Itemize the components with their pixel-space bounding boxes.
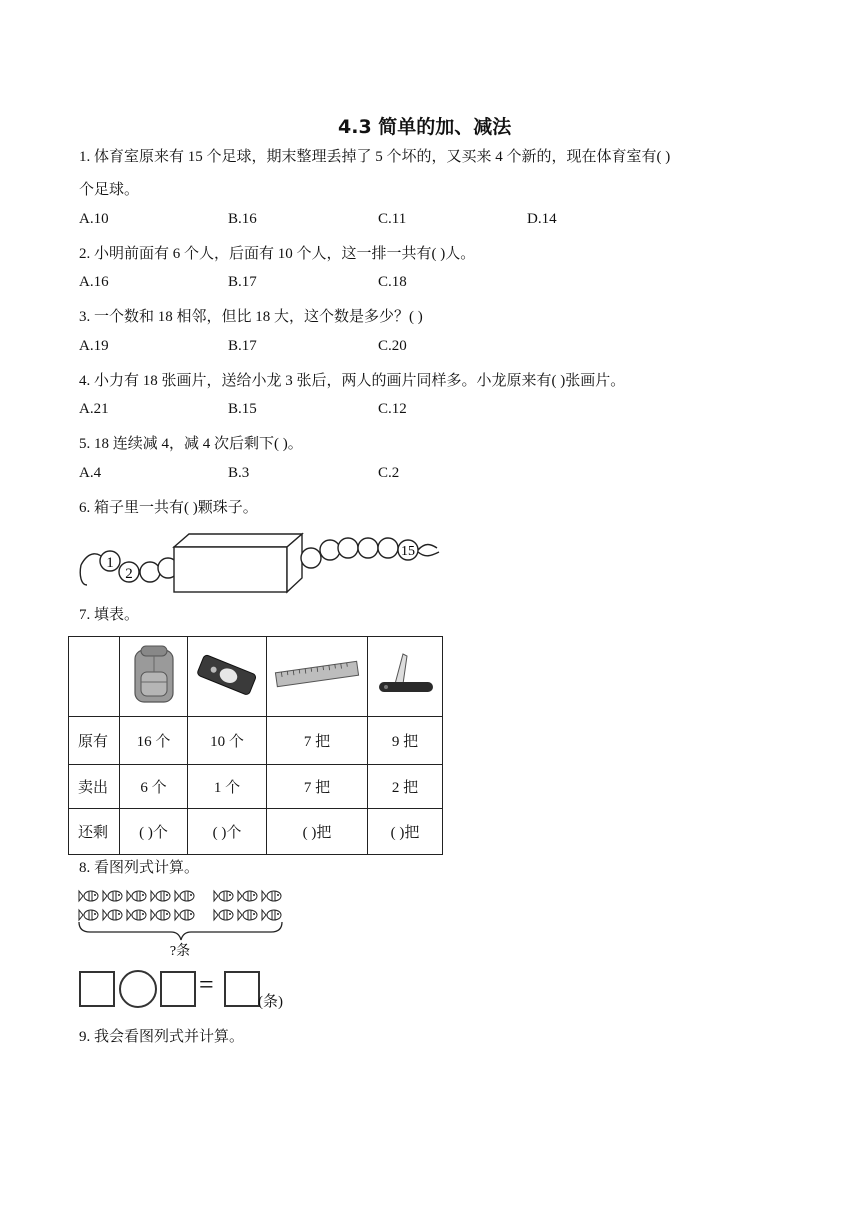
fish-icon — [214, 891, 233, 901]
table-corner-cell — [69, 637, 120, 717]
q3-option-b[interactable]: B.17 — [228, 338, 257, 354]
question-5-text: 5. 18 连续减 4，减 4 次后剩下( )。 — [79, 436, 303, 452]
q5-option-c[interactable]: C.2 — [378, 465, 400, 481]
q4-option-c[interactable]: C.12 — [378, 401, 407, 417]
question-1-text-cont: 个足球。 — [79, 182, 140, 198]
answer-box-2[interactable] — [160, 971, 196, 1007]
q3-option-c[interactable]: C.20 — [378, 338, 407, 354]
question-7-text: 7. 填表。 — [79, 607, 140, 623]
q2-option-b[interactable]: B.17 — [228, 274, 257, 290]
bead-box-figure — [75, 530, 445, 600]
answer-cell-ruler[interactable]: ( )把 — [267, 809, 368, 855]
q4-option-a[interactable]: A.21 — [79, 401, 109, 417]
answer-cell-pencil-case[interactable]: ( )个 — [188, 809, 267, 855]
page-title: 4.3 简单的加、减法 — [338, 116, 512, 138]
equals-sign: = — [199, 970, 214, 999]
cell-sold-pencil-case: 1 个 — [188, 765, 267, 809]
q5-option-a[interactable]: A.4 — [79, 465, 102, 481]
fish-icon — [214, 910, 233, 920]
fish-icon — [127, 891, 146, 901]
cell-original-backpack: 16 个 — [120, 717, 188, 765]
fish-icon — [238, 891, 257, 901]
bead — [358, 538, 378, 558]
fish-icon — [175, 910, 194, 920]
q2-option-c[interactable]: C.18 — [378, 274, 407, 290]
bead-label-1: 1 — [106, 555, 114, 571]
question-6-text: 6. 箱子里一共有( )颗珠子。 — [79, 500, 258, 516]
fish-icon — [103, 910, 122, 920]
q4-option-b[interactable]: B.15 — [228, 401, 257, 417]
cell-original-ruler: 7 把 — [267, 717, 368, 765]
row-label-sold: 卖出 — [69, 765, 120, 809]
q1-option-d[interactable]: D.14 — [527, 211, 557, 227]
string-right — [418, 545, 437, 551]
ruler-icon — [274, 657, 360, 691]
q3-option-a[interactable]: A.19 — [79, 338, 109, 354]
bead — [378, 538, 398, 558]
bead — [140, 562, 160, 582]
pencil-case-icon — [195, 652, 259, 696]
fill-table — [68, 636, 443, 855]
bead — [320, 540, 340, 560]
q2-option-a[interactable]: A.16 — [79, 274, 109, 290]
q1-option-a[interactable]: A.10 — [79, 211, 109, 227]
fish-icon — [238, 910, 257, 920]
fish-icon — [151, 910, 170, 920]
bead — [301, 548, 321, 568]
backpack-icon — [129, 642, 179, 706]
table-header-pocket-knife — [368, 637, 443, 717]
question-2-text: 2. 小明前面有 6 个人，后面有 10 个人，这一排一共有( )人。 — [79, 246, 476, 262]
fish-icon — [79, 910, 98, 920]
q1-option-c[interactable]: C.11 — [378, 211, 407, 227]
table-header-ruler — [267, 637, 368, 717]
fish-icon — [103, 891, 122, 901]
answer-cell-backpack[interactable]: ( )个 — [120, 809, 188, 855]
row-label-original: 原有 — [69, 717, 120, 765]
question-8-text: 8. 看图列式计算。 — [79, 860, 200, 876]
box-top — [174, 534, 302, 547]
table-header-backpack — [120, 637, 188, 717]
bead-label-15: 15 — [401, 544, 415, 559]
unit-label: (条) — [258, 994, 283, 1010]
answer-box-1[interactable] — [79, 971, 115, 1007]
fish-icon — [262, 910, 281, 920]
fish-figure — [76, 884, 296, 964]
q1-option-b[interactable]: B.16 — [228, 211, 257, 227]
brace — [79, 922, 282, 940]
cell-original-pencil-case: 10 个 — [188, 717, 267, 765]
cell-sold-pocket-knife: 2 把 — [368, 765, 443, 809]
bead-label-2: 2 — [125, 566, 133, 582]
question-1-text: 1. 体育室原来有 15 个足球，期末整理丢掉了 5 个坏的，又买来 4 个新的，现在体育室有( ) — [79, 149, 671, 165]
q5-option-b[interactable]: B.3 — [228, 465, 250, 481]
brace-label: ?条 — [169, 944, 191, 959]
fish-icon — [151, 891, 170, 901]
cell-sold-ruler: 7 把 — [267, 765, 368, 809]
fish-icon — [262, 891, 281, 901]
row-label-remaining: 还剩 — [69, 809, 120, 855]
answer-cell-pocket-knife[interactable]: ( )把 — [368, 809, 443, 855]
question-9-text: 9. 我会看图列式并计算。 — [79, 1029, 245, 1045]
cell-sold-backpack: 6 个 — [120, 765, 188, 809]
question-4-text: 4. 小力有 18 张画片，送给小龙 3 张后，两人的画片同样多。小龙原来有( )张画片。 — [79, 373, 626, 389]
cell-original-pocket-knife: 9 把 — [368, 717, 443, 765]
fish-icon — [127, 910, 146, 920]
box-front — [174, 547, 287, 592]
operator-circle[interactable] — [119, 970, 157, 1008]
bead — [338, 538, 358, 558]
question-3-text: 3. 一个数和 18 相邻，但比 18 大，这个数是多少？( ) — [79, 309, 423, 325]
fish-icon — [175, 891, 194, 901]
pocket-knife-icon — [373, 646, 437, 702]
table-header-pencil-case — [188, 637, 267, 717]
answer-box-result[interactable] — [224, 971, 260, 1007]
fish-icon — [79, 891, 98, 901]
